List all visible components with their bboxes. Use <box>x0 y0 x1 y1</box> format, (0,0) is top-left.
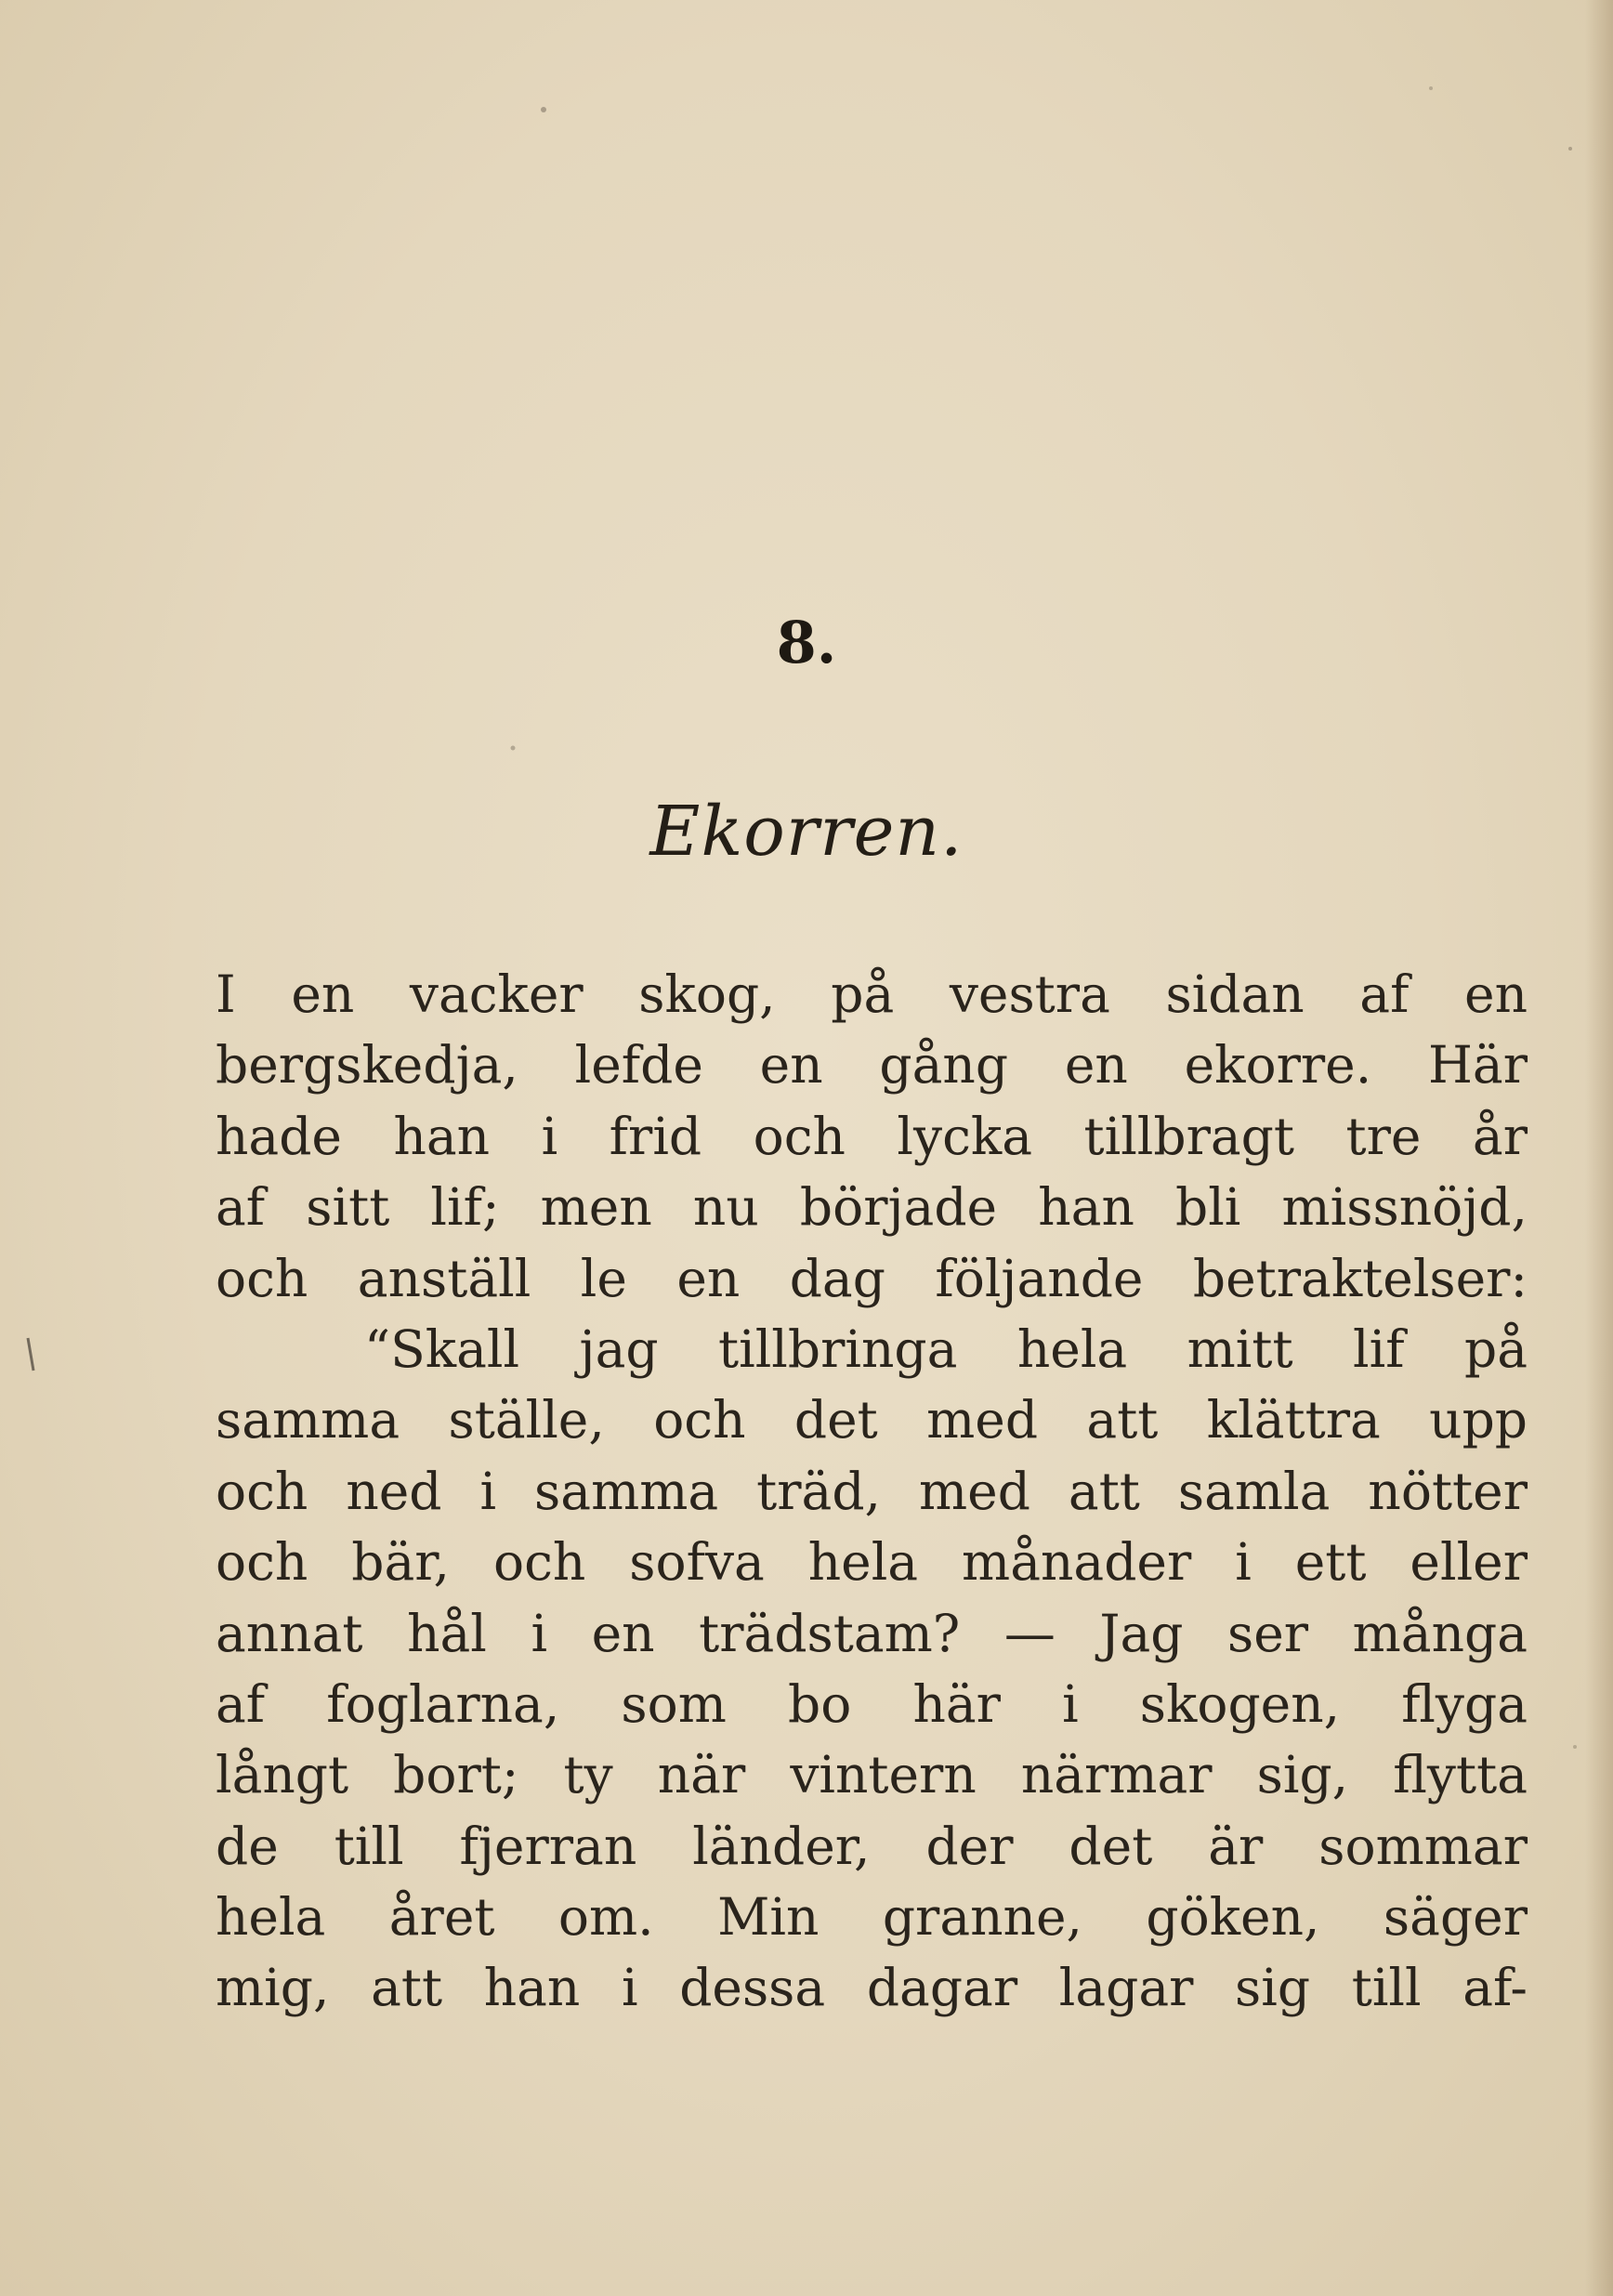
chapter-number: 8. <box>776 609 837 676</box>
body-line: långt bort; ty när vintern närmar sig, flytta <box>216 1745 1528 1805</box>
body-line: mig, att han i dessa dagar lagar sig till af- <box>216 1958 1528 2018</box>
reverse-page-bleed-through <box>214 195 1533 630</box>
page-gutter-shadow <box>1585 0 1613 2296</box>
body-line: och ned i samma träd, med att samla nötter <box>216 1461 1528 1521</box>
body-line: och bär, och sofva hela månader i ett eller <box>216 1532 1528 1593</box>
body-line: bergskedja, lefde en gång en ekorre. Här <box>216 1035 1528 1096</box>
chapter-body-text <box>216 959 1528 2024</box>
body-line: annat hål i en trädstam? — Jag ser många <box>216 1603 1528 1663</box>
body-line: af foglarna, som bo här i skogen, flyga <box>216 1673 1528 1734</box>
body-line: I en vacker skog, på vestra sidan af en <box>216 964 1528 1024</box>
body-line: af sitt lif; men nu började han bli missnöjd, <box>216 1177 1528 1238</box>
body-line: hela året om. Min granne, göken, säger <box>216 1887 1528 1948</box>
chapter-title: Ekorren. <box>649 792 964 872</box>
body-line: “Skall jag tillbringa hela mitt lif på <box>364 1319 1528 1379</box>
body-line: de till fjerran länder, der det är sommar <box>216 1816 1528 1876</box>
body-line: hade han i frid och lycka tillbragt tre år <box>216 1106 1528 1166</box>
body-line: och anställ le en dag följande betraktelser: <box>216 1248 1528 1308</box>
body-line: samma ställe, och det med att klättra upp <box>216 1390 1528 1450</box>
